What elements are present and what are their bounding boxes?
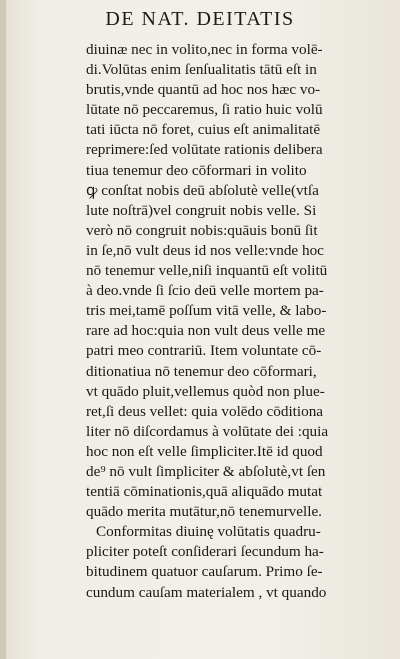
text-line: liter nō diſcordamus à volūtate dei :quia: [86, 422, 329, 440]
text-line: patri meo contrariū. Item voluntate cō-: [86, 342, 322, 360]
text-line: de⁹ nō vult ſimpliciter & abſolutè,vt ſen: [86, 462, 326, 480]
text-line: quādo merita mutātur,nō tenemurvelle.: [86, 503, 322, 521]
text-line: tris mei,tamē poſſum vitā velle, & labo-: [86, 302, 327, 320]
text-line: Conformitas diuinę volūtatis quadru-: [96, 523, 321, 541]
text-line: lute noſtrā)vel congruit nobis velle. Si: [86, 201, 317, 219]
text-line: bitudinem quatuor cauſarum. Primo ſe-: [86, 563, 323, 581]
text-line: ꝙ conſtat nobis deū abſolutè velle(vtſa: [86, 181, 319, 199]
text-line: reprimere:ſed volūtate rationis delibera: [86, 141, 323, 159]
text-line: in ſe,nō vult deus id nos velle:vnde hoc: [86, 241, 324, 259]
text-line: verò nō congruit nobis:quāuis bonū ſit: [86, 221, 318, 239]
text-line: tentiā cōminationis,quā aliquādo mutat: [86, 483, 323, 501]
bottom-margin: [0, 600, 400, 659]
text-line: lūtate nō peccaremus, ſi ratio huic volū: [86, 101, 323, 119]
text-line: à deo.vnde ſi ſcio deū velle mortem pa-: [86, 282, 324, 300]
body-text: [86, 40, 386, 603]
text-line: tati iūcta nō foret, cuius eſt animalitatē: [86, 121, 321, 139]
text-line: nō tenemur velle,niſi inquantū eſt volitū: [86, 262, 328, 280]
text-line: ditionatiua nō tenemur deo cōformari,: [86, 362, 317, 380]
text-line: pliciter poteſt conſiderari ſecundum ha-: [86, 543, 324, 561]
text-line: tiua tenemur deo cōformari in volito: [86, 161, 307, 179]
text-line: cundum cauſam materialem , vt quando: [86, 583, 327, 601]
text-line: rare ad hoc:quia non vult deus velle me: [86, 322, 326, 340]
text-line: diuinæ nec in volito,nec in forma volē-: [86, 41, 323, 58]
running-head: DE NAT. DEITATIS: [105, 8, 295, 30]
text-line: vt quādo pluit,vellemus quòd non plue-: [86, 382, 325, 400]
text-line: di.Volūtas enim ſenſualitatis tātū eſt in: [86, 61, 317, 79]
text-line: ret,ſi deus vellet: quia volēdo cōditiona: [86, 402, 324, 420]
text-line: hoc non eſt velle ſimpliciter.Itē id quod: [86, 442, 323, 460]
page-edge-shadow: [0, 0, 6, 659]
text-line: brutis,vnde quantū ad hoc nos hæc vo-: [86, 81, 321, 99]
